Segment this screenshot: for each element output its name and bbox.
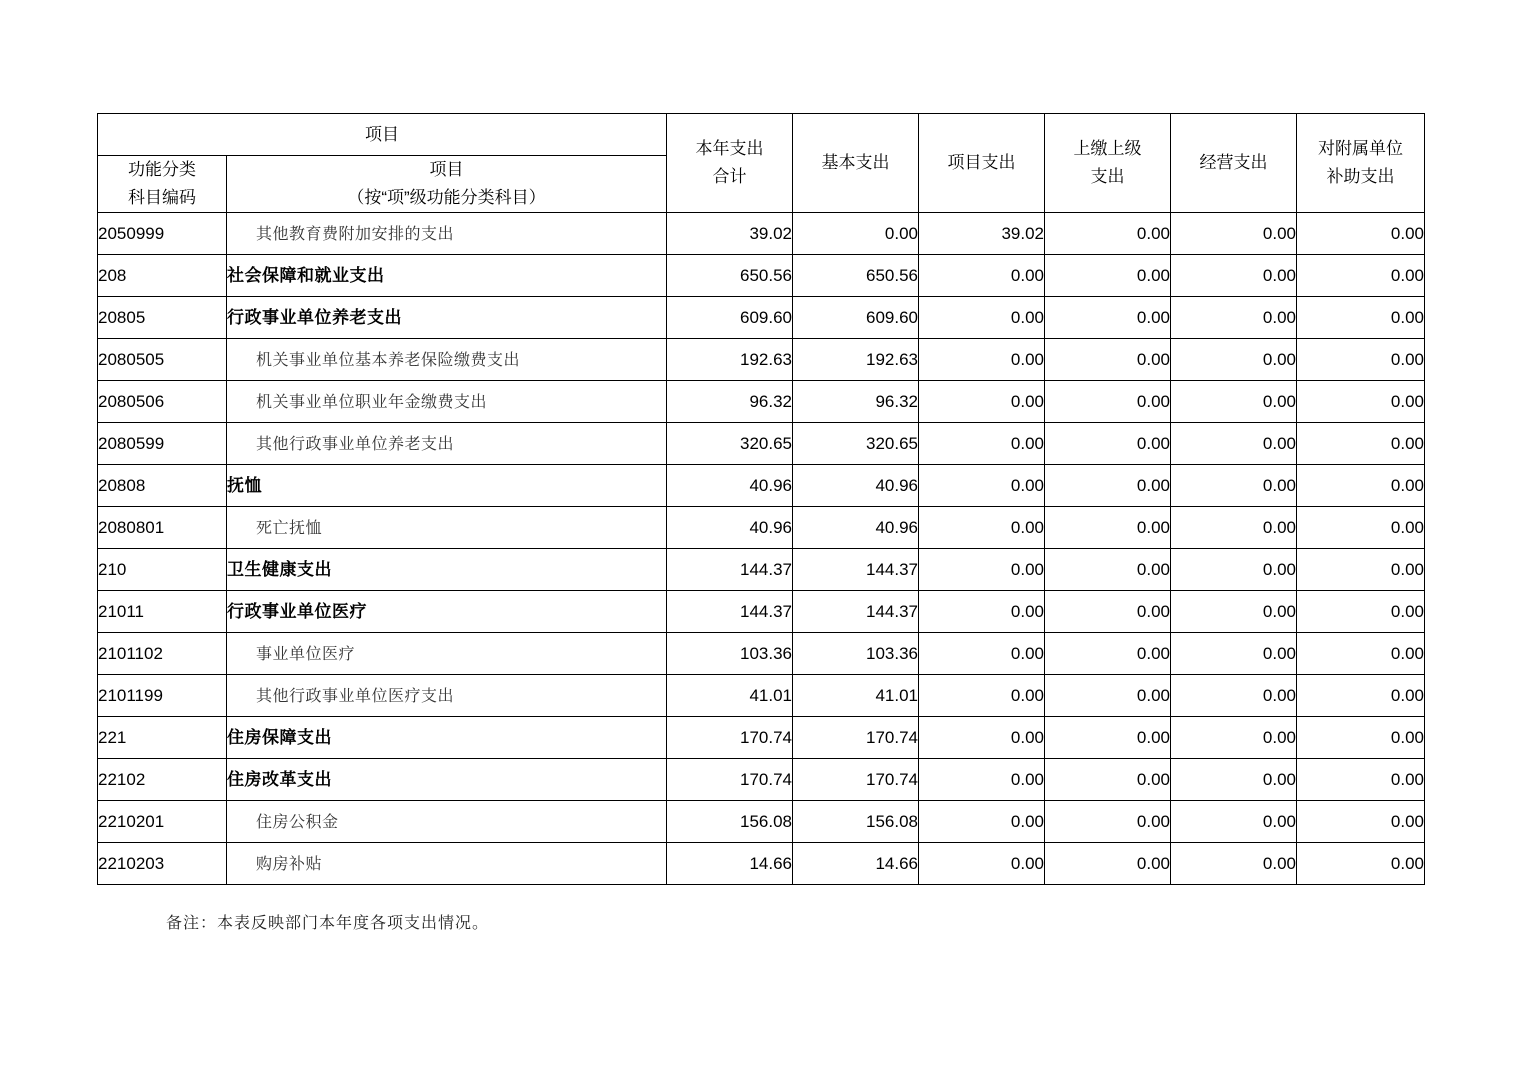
cell-operating: 0.00	[1171, 759, 1297, 801]
table-row	[98, 717, 1425, 759]
cell-project: 0.00	[919, 633, 1045, 675]
cell-name: 机关事业单位职业年金缴费支出	[227, 381, 667, 423]
cell-project: 39.02	[919, 213, 1045, 255]
header-remit	[1045, 114, 1171, 213]
cell-operating: 0.00	[1171, 591, 1297, 633]
footnote: 备注：本表反映部门本年度各项支出情况。	[166, 913, 490, 932]
cell-basic: 40.96	[793, 507, 919, 549]
table-row	[98, 213, 1425, 255]
table-row	[98, 255, 1425, 297]
cell-total: 40.96	[667, 465, 793, 507]
cell-remit: 0.00	[1045, 633, 1171, 675]
cell-name: 行政事业单位医疗	[227, 591, 667, 633]
header-subsidy-line1: 对附属单位	[1318, 139, 1403, 158]
cell-remit: 0.00	[1045, 423, 1171, 465]
cell-basic: 156.08	[793, 801, 919, 843]
header-subsidy-line2: 补助支出	[1326, 167, 1395, 186]
cell-basic: 144.37	[793, 549, 919, 591]
cell-total: 96.32	[667, 381, 793, 423]
cell-basic: 103.36	[793, 633, 919, 675]
cell-total: 39.02	[667, 213, 793, 255]
cell-name: 死亡抚恤	[227, 507, 667, 549]
header-name	[227, 156, 667, 213]
table-row	[98, 633, 1425, 675]
cell-subsidy: 0.00	[1297, 759, 1425, 801]
cell-project: 0.00	[919, 801, 1045, 843]
cell-total: 650.56	[667, 255, 793, 297]
cell-total: 609.60	[667, 297, 793, 339]
cell-operating: 0.00	[1171, 633, 1297, 675]
cell-remit: 0.00	[1045, 339, 1171, 381]
cell-subsidy: 0.00	[1297, 255, 1425, 297]
table-row	[98, 549, 1425, 591]
cell-code: 210	[98, 549, 227, 591]
cell-remit: 0.00	[1045, 675, 1171, 717]
header-name-line1: 项目	[429, 160, 464, 179]
cell-remit: 0.00	[1045, 549, 1171, 591]
cell-remit: 0.00	[1045, 801, 1171, 843]
cell-name: 事业单位医疗	[227, 633, 667, 675]
cell-total: 41.01	[667, 675, 793, 717]
cell-name: 卫生健康支出	[227, 549, 667, 591]
cell-basic: 40.96	[793, 465, 919, 507]
cell-operating: 0.00	[1171, 675, 1297, 717]
table-row	[98, 423, 1425, 465]
table-row	[98, 507, 1425, 549]
cell-remit: 0.00	[1045, 465, 1171, 507]
table-row	[98, 759, 1425, 801]
cell-total: 40.96	[667, 507, 793, 549]
cell-total: 192.63	[667, 339, 793, 381]
cell-project: 0.00	[919, 255, 1045, 297]
cell-total: 14.66	[667, 843, 793, 885]
cell-operating: 0.00	[1171, 801, 1297, 843]
cell-subsidy: 0.00	[1297, 633, 1425, 675]
cell-project: 0.00	[919, 759, 1045, 801]
cell-total: 156.08	[667, 801, 793, 843]
cell-name: 行政事业单位养老支出	[227, 297, 667, 339]
table-row	[98, 675, 1425, 717]
cell-remit: 0.00	[1045, 717, 1171, 759]
cell-name: 购房补贴	[227, 843, 667, 885]
cell-operating: 0.00	[1171, 297, 1297, 339]
header-project: 项目支出	[919, 114, 1045, 213]
cell-code: 22102	[98, 759, 227, 801]
cell-operating: 0.00	[1171, 843, 1297, 885]
cell-code: 208	[98, 255, 227, 297]
header-basic: 基本支出	[793, 114, 919, 213]
table-row	[98, 339, 1425, 381]
cell-operating: 0.00	[1171, 255, 1297, 297]
cell-basic: 609.60	[793, 297, 919, 339]
cell-basic: 170.74	[793, 717, 919, 759]
cell-basic: 192.63	[793, 339, 919, 381]
cell-name: 住房公积金	[227, 801, 667, 843]
cell-name: 抚恤	[227, 465, 667, 507]
cell-code: 21011	[98, 591, 227, 633]
cell-subsidy: 0.00	[1297, 801, 1425, 843]
table-row	[98, 591, 1425, 633]
cell-project: 0.00	[919, 339, 1045, 381]
cell-code: 20805	[98, 297, 227, 339]
cell-code: 221	[98, 717, 227, 759]
cell-subsidy: 0.00	[1297, 465, 1425, 507]
cell-basic: 650.56	[793, 255, 919, 297]
cell-subsidy: 0.00	[1297, 843, 1425, 885]
cell-code: 2080505	[98, 339, 227, 381]
cell-subsidy: 0.00	[1297, 213, 1425, 255]
cell-operating: 0.00	[1171, 717, 1297, 759]
cell-basic: 41.01	[793, 675, 919, 717]
cell-subsidy: 0.00	[1297, 423, 1425, 465]
cell-operating: 0.00	[1171, 339, 1297, 381]
cell-code: 2101102	[98, 633, 227, 675]
cell-name: 其他行政事业单位医疗支出	[227, 675, 667, 717]
cell-project: 0.00	[919, 717, 1045, 759]
table-row	[98, 297, 1425, 339]
cell-subsidy: 0.00	[1297, 675, 1425, 717]
cell-remit: 0.00	[1045, 759, 1171, 801]
table-row	[98, 381, 1425, 423]
cell-project: 0.00	[919, 843, 1045, 885]
cell-project: 0.00	[919, 423, 1045, 465]
table-row	[98, 465, 1425, 507]
cell-total: 320.65	[667, 423, 793, 465]
cell-project: 0.00	[919, 297, 1045, 339]
header-subsidy	[1297, 114, 1425, 213]
cell-subsidy: 0.00	[1297, 717, 1425, 759]
cell-code: 2080599	[98, 423, 227, 465]
cell-name: 社会保障和就业支出	[227, 255, 667, 297]
cell-name: 住房改革支出	[227, 759, 667, 801]
header-remit-line2: 支出	[1090, 167, 1125, 186]
cell-operating: 0.00	[1171, 549, 1297, 591]
table-header	[98, 114, 1425, 213]
cell-code: 2080801	[98, 507, 227, 549]
cell-remit: 0.00	[1045, 591, 1171, 633]
cell-basic: 14.66	[793, 843, 919, 885]
cell-name: 机关事业单位基本养老保险缴费支出	[227, 339, 667, 381]
header-code-line1: 功能分类	[128, 160, 196, 179]
cell-basic: 96.32	[793, 381, 919, 423]
cell-operating: 0.00	[1171, 213, 1297, 255]
cell-project: 0.00	[919, 381, 1045, 423]
expense-table	[97, 113, 1425, 885]
cell-name: 住房保障支出	[227, 717, 667, 759]
header-remit-line1: 上缴上级	[1073, 139, 1142, 158]
cell-operating: 0.00	[1171, 465, 1297, 507]
cell-remit: 0.00	[1045, 381, 1171, 423]
cell-code: 2050999	[98, 213, 227, 255]
cell-project: 0.00	[919, 465, 1045, 507]
cell-project: 0.00	[919, 675, 1045, 717]
table-row	[98, 801, 1425, 843]
cell-code: 2210201	[98, 801, 227, 843]
cell-name: 其他教育费附加安排的支出	[227, 213, 667, 255]
cell-total: 103.36	[667, 633, 793, 675]
cell-total: 170.74	[667, 759, 793, 801]
cell-name: 其他行政事业单位养老支出	[227, 423, 667, 465]
cell-total: 144.37	[667, 549, 793, 591]
table-body	[98, 213, 1425, 885]
cell-subsidy: 0.00	[1297, 381, 1425, 423]
cell-total: 144.37	[667, 591, 793, 633]
cell-project: 0.00	[919, 549, 1045, 591]
cell-subsidy: 0.00	[1297, 591, 1425, 633]
cell-subsidy: 0.00	[1297, 549, 1425, 591]
cell-remit: 0.00	[1045, 213, 1171, 255]
cell-project: 0.00	[919, 507, 1045, 549]
header-total-line1: 本年支出	[695, 139, 764, 158]
cell-basic: 170.74	[793, 759, 919, 801]
cell-operating: 0.00	[1171, 381, 1297, 423]
header-operating: 经营支出	[1171, 114, 1297, 213]
cell-basic: 144.37	[793, 591, 919, 633]
cell-project: 0.00	[919, 591, 1045, 633]
cell-remit: 0.00	[1045, 255, 1171, 297]
cell-remit: 0.00	[1045, 843, 1171, 885]
header-item-group: 项目	[98, 114, 667, 156]
header-code	[98, 156, 227, 213]
cell-subsidy: 0.00	[1297, 507, 1425, 549]
cell-code: 2210203	[98, 843, 227, 885]
header-total	[667, 114, 793, 213]
cell-operating: 0.00	[1171, 423, 1297, 465]
header-total-line2: 合计	[712, 167, 747, 186]
cell-code: 2080506	[98, 381, 227, 423]
cell-basic: 320.65	[793, 423, 919, 465]
header-code-line2: 科目编码	[128, 188, 196, 207]
table-row	[98, 843, 1425, 885]
cell-code: 20808	[98, 465, 227, 507]
cell-subsidy: 0.00	[1297, 339, 1425, 381]
cell-remit: 0.00	[1045, 507, 1171, 549]
header-name-line2: （按“项”级功能分类科目）	[347, 188, 546, 207]
cell-remit: 0.00	[1045, 297, 1171, 339]
cell-total: 170.74	[667, 717, 793, 759]
cell-code: 2101199	[98, 675, 227, 717]
cell-subsidy: 0.00	[1297, 297, 1425, 339]
cell-operating: 0.00	[1171, 507, 1297, 549]
cell-basic: 0.00	[793, 213, 919, 255]
